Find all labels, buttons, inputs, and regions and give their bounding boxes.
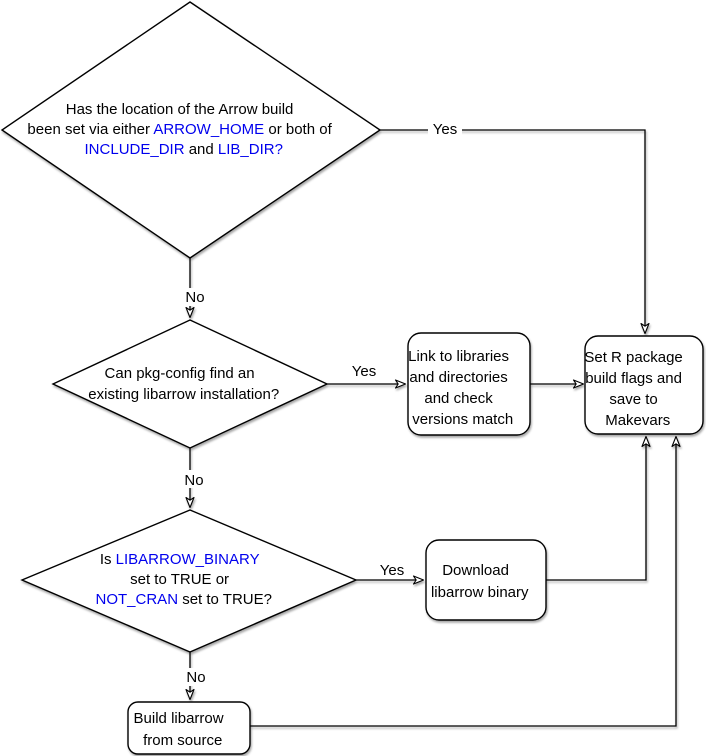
edge-download-to-set: [546, 437, 646, 580]
process-download-binary-text: Download libarrow binary: [430, 562, 529, 601]
edge-label-yes-binary: Yes: [379, 562, 405, 579]
process-set-flags-text: Set R package build flags and save to Makevars: [584, 349, 683, 429]
lib-dir-link[interactable]: LIB_DIR: [217, 141, 275, 158]
edge-label-no-binary: No: [186, 669, 206, 686]
decision-arrow-location-text: Has the location of the Arrow build been set via either ARROW_HOME or both of INCLUDE_DIR and LIB_DIR?: [27, 101, 332, 158]
decision-pkg-config-diamond: [53, 320, 327, 448]
process-link-libraries-text: Link to libraries and directories and check versions match: [408, 348, 514, 428]
arrow-home-link[interactable]: ARROW_HOME: [153, 121, 265, 138]
edge-label-no-pkg-config: No: [184, 472, 204, 489]
decision-pkg-config-text: Can pkg-config find an existing libarrow installation?: [88, 365, 280, 403]
edge-label-yes-pkg-config: Yes: [351, 363, 377, 380]
not-cran-link[interactable]: NOT_CRAN: [95, 591, 179, 608]
process-download-binary-box: [426, 540, 546, 620]
include-dir-link[interactable]: INCLUDE_DIR: [84, 141, 185, 158]
edge-label-yes-arrow-home: Yes: [432, 121, 458, 138]
process-build-source-text: Build libarrow from source: [133, 710, 224, 749]
edge-yes-arrow-home: [380, 130, 645, 333]
libarrow-binary-link[interactable]: LIBARROW_BINARY: [115, 551, 260, 568]
decision-libarrow-binary-text: Is LIBARROW_BINARY set to TRUE or NOT_CRAN set to TRUE?: [95, 551, 272, 608]
edge-label-no-arrow-home: No: [185, 289, 205, 306]
